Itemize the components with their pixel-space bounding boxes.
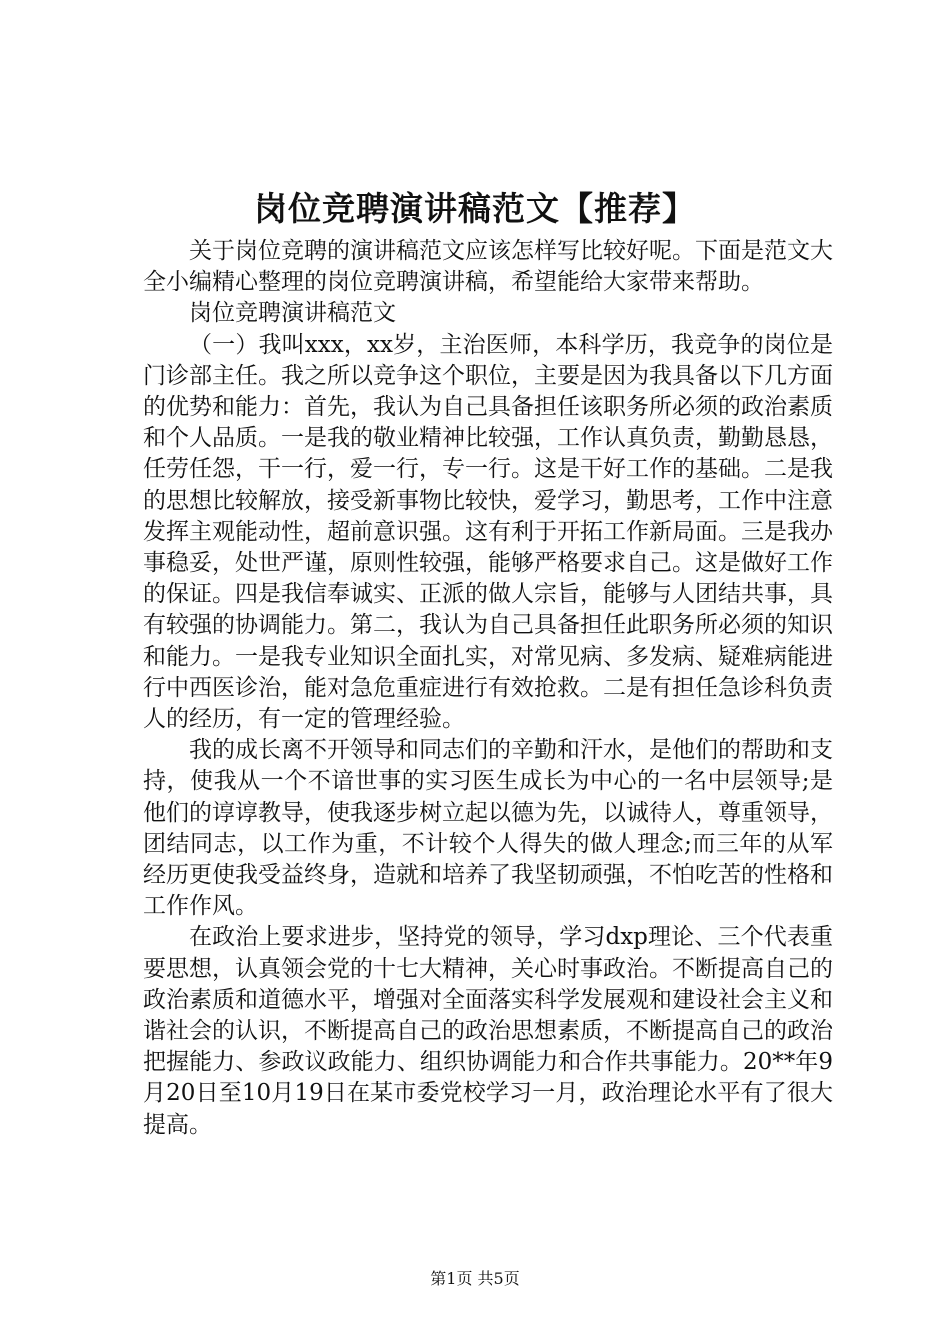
document-title: 岗位竞聘演讲稿范文【推荐】 [254, 189, 696, 228]
document-body [143, 236, 833, 1141]
page-number-footer: 第1页 共5页 [430, 1269, 520, 1288]
body-paragraph: （一）我叫xxx，xx岁，主治医师，本科学历，我竞争的岗位是门诊部主任。我之所以竞争这个职位，主要是因为我具备以下几方面的优势和能力：首先，我认为自己具备担任该职务所必须的政治素质和个人品质。一是我的敬业精神比较强，工作认真负责，勤勤恳恳，任劳任怨，干一行，爱一行，专一行。这是干好工作的基础。二是我的思想比较解放，接受新事物比较快，爱学习，勤思考，工作中注意发挥主观能动性，超前意识强。这有利于开拓工作新局面。三是我办事稳妥，处世严谨，原则性较强，能够严格要求自己。这是做好工作的保证。四是我信奉诚实、正派的做人宗旨，能够与人团结共事，具有较强的协调能力。第二，我认为自己具备担任此职务所必须的知识和能力。一是我专业知识全面扎实，对常见病、多发病、疑难病能进行中西医诊治，能对急危重症进行有效抢救。二是有担任急诊科负责人的经历，有一定的管理经验。 [143, 331, 833, 733]
body-paragraph: 在政治上要求进步，坚持党的领导，学习dxp理论、三个代表重要思想，认真领会党的十七大精神，关心时事政治。不断提高自己的政治素质和道德水平，增强对全面落实科学发展观和建设社会主义和谐社会的认识，不断提高自己的政治思想素质，不断提高自己的政治把握能力、参政议政能力、组织协调能力和合作共事能力。20**年9月20日至10月19日在某市委党校学习一月，政治理论水平有了很大提高。 [143, 924, 833, 1138]
body-paragraph: 我的成长离不开领导和同志们的辛勤和汗水，是他们的帮助和支持，使我从一个不谙世事的实习医生成长为中心的一名中层领导;是他们的谆谆教导，使我逐步树立起以德为先，以诚待人，尊重领导，团结同志，以工作为重，不计较个人得失的做人理念;而三年的从军经历更使我受益终身，造就和培养了我坚韧顽强，不怕吃苦的性格和工作作风。 [143, 737, 833, 920]
section-heading: 岗位竞聘演讲稿范文 [189, 300, 396, 327]
intro-paragraph: 关于岗位竞聘的演讲稿范文应该怎样写比较好呢。下面是范文大全小编精心整理的岗位竞聘演讲稿，希望能给大家带来帮助。 [143, 238, 833, 296]
